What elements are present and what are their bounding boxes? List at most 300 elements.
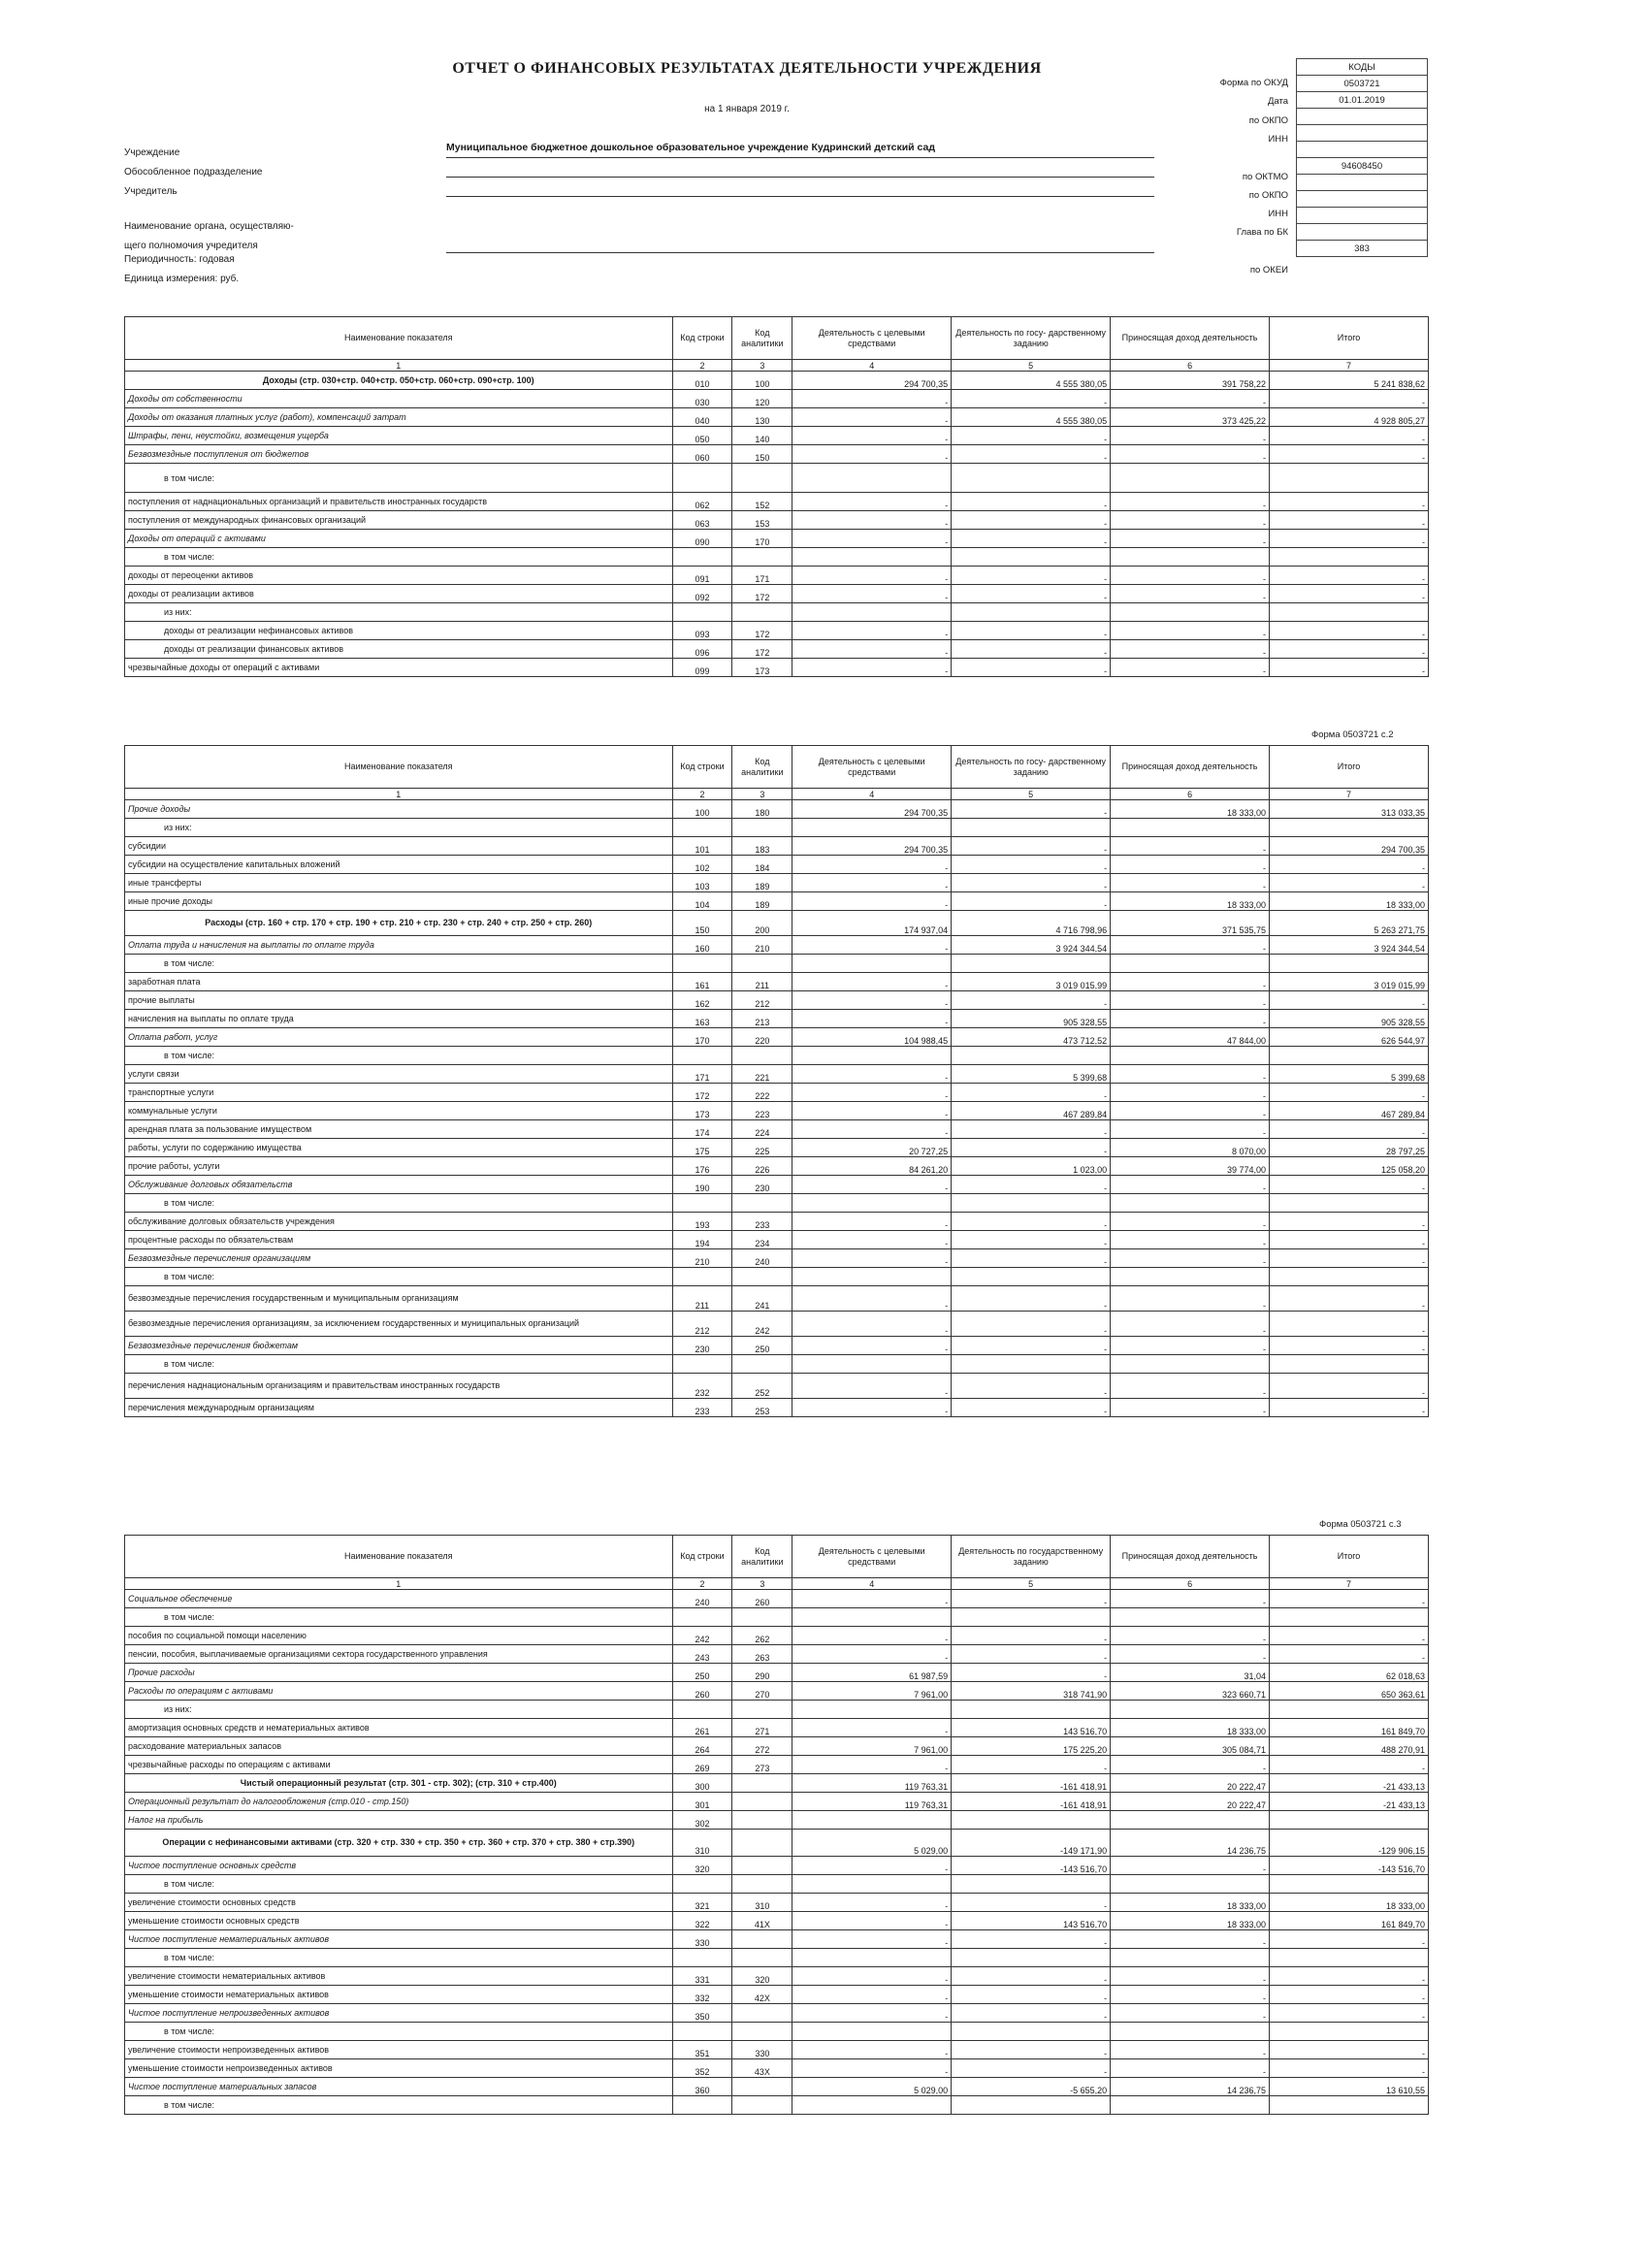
row-analytics-code: 234 <box>732 1231 792 1249</box>
value-targeted: - <box>792 1986 952 2004</box>
table-row <box>125 1176 1429 1194</box>
value-income: - <box>1111 1102 1270 1120</box>
value-state-task: - <box>952 2004 1111 2023</box>
row-name: в том числе: <box>125 1608 673 1627</box>
column-number: 4 <box>792 360 952 372</box>
row-analytics-code: 290 <box>732 1664 792 1682</box>
row-code: 101 <box>672 837 732 856</box>
value-total <box>1270 1701 1429 1719</box>
row-code <box>672 1268 732 1286</box>
row-code: 332 <box>672 1986 732 2004</box>
value-total: - <box>1270 640 1429 659</box>
value-state-task: 467 289,84 <box>952 1102 1111 1120</box>
row-analytics-code <box>732 1268 792 1286</box>
value-total: 3 924 344,54 <box>1270 936 1429 955</box>
row-name: Доходы (стр. 030+стр. 040+стр. 050+стр. 060+стр. 090+стр. 100) <box>125 372 673 390</box>
value-state-task: -149 171,90 <box>952 1830 1111 1857</box>
value-total: - <box>1270 2041 1429 2059</box>
row-code: 230 <box>672 1337 732 1355</box>
value-targeted: - <box>792 1399 952 1417</box>
row-analytics-code: 273 <box>732 1756 792 1774</box>
table-row <box>125 603 1429 622</box>
row-code: 103 <box>672 874 732 892</box>
column-income-header: Приносящая доход деятельность <box>1111 317 1270 360</box>
row-analytics-code: 184 <box>732 856 792 874</box>
value-targeted: - <box>792 427 952 445</box>
value-state-task: - <box>952 1986 1111 2004</box>
value-income: - <box>1111 1249 1270 1268</box>
value-income: - <box>1111 1231 1270 1249</box>
row-code: 099 <box>672 659 732 677</box>
table-row <box>125 2059 1429 2078</box>
value-state-task: -161 418,91 <box>952 1774 1111 1793</box>
value-targeted: - <box>792 1084 952 1102</box>
row-code: 322 <box>672 1912 732 1930</box>
value-total: 4 928 805,27 <box>1270 408 1429 427</box>
value-targeted: 294 700,35 <box>792 800 952 819</box>
value-total: - <box>1270 1249 1429 1268</box>
value-total <box>1270 819 1429 837</box>
row-name: в том числе: <box>125 464 673 493</box>
row-analytics-code: 223 <box>732 1102 792 1120</box>
column-total-header: Итого <box>1270 746 1429 789</box>
row-name: Чистое поступление материальных запасов <box>125 2078 673 2096</box>
row-name: начисления на выплаты по оплате труда <box>125 1010 673 1028</box>
row-code: 190 <box>672 1176 732 1194</box>
value-total: - <box>1270 874 1429 892</box>
row-name: заработная плата <box>125 973 673 991</box>
row-name: Чистое поступление непроизведенных активов <box>125 2004 673 2023</box>
value-income <box>1111 2096 1270 2115</box>
value-state-task: 905 328,55 <box>952 1010 1111 1028</box>
label-unit: Единица измерения: руб. <box>124 274 240 284</box>
row-code: 193 <box>672 1213 732 1231</box>
row-name: в том числе: <box>125 1875 673 1894</box>
table-row <box>125 1608 1429 1627</box>
row-name: прочие выплаты <box>125 991 673 1010</box>
row-name: доходы от реализации нефинансовых активов <box>125 622 673 640</box>
table-row <box>125 1120 1429 1139</box>
value-targeted <box>792 1268 952 1286</box>
value-total: - <box>1270 2059 1429 2078</box>
row-code: 163 <box>672 1010 732 1028</box>
value-state-task <box>952 603 1111 622</box>
value-targeted: - <box>792 936 952 955</box>
value-income <box>1111 819 1270 837</box>
codes-table <box>1296 58 1428 257</box>
value-targeted: - <box>792 1719 952 1737</box>
row-code <box>672 2023 732 2041</box>
value-targeted: - <box>792 991 952 1010</box>
value-income <box>1111 1875 1270 1894</box>
value-income <box>1111 603 1270 622</box>
table-row <box>125 1213 1429 1231</box>
value-total: - <box>1270 445 1429 464</box>
value-income <box>1111 1194 1270 1213</box>
value-targeted: 7 961,00 <box>792 1737 952 1756</box>
value-total: - <box>1270 1967 1429 1986</box>
value-state-task: - <box>952 856 1111 874</box>
value-total: - <box>1270 493 1429 511</box>
value-total: - <box>1270 1120 1429 1139</box>
row-analytics-code <box>732 2004 792 2023</box>
row-code: 269 <box>672 1756 732 1774</box>
row-analytics-code: 226 <box>732 1157 792 1176</box>
row-name: поступления от международных финансовых организаций <box>125 511 673 530</box>
value-targeted <box>792 1701 952 1719</box>
row-code: 175 <box>672 1139 732 1157</box>
value-income: - <box>1111 1930 1270 1949</box>
table-row <box>125 892 1429 911</box>
value-state-task: - <box>952 493 1111 511</box>
column-number: 4 <box>792 1578 952 1590</box>
row-name: Налог на прибыль <box>125 1811 673 1830</box>
value-income: - <box>1111 856 1270 874</box>
table-row <box>125 1102 1429 1120</box>
row-name: увеличение стоимости основных средств <box>125 1894 673 1912</box>
value-total: 62 018,63 <box>1270 1664 1429 1682</box>
value-targeted: - <box>792 1756 952 1774</box>
table-row <box>125 1774 1429 1793</box>
value-state-task: - <box>952 1399 1111 1417</box>
row-name: доходы от реализации активов <box>125 585 673 603</box>
value-targeted <box>792 1949 952 1967</box>
table-row <box>125 622 1429 640</box>
table-row <box>125 955 1429 973</box>
value-income: - <box>1111 1967 1270 1986</box>
value-income <box>1111 548 1270 567</box>
value-targeted: - <box>792 1010 952 1028</box>
row-analytics-code: 172 <box>732 640 792 659</box>
value-state-task: -161 418,91 <box>952 1793 1111 1811</box>
column-number: 5 <box>952 789 1111 800</box>
row-analytics-code: 213 <box>732 1010 792 1028</box>
row-analytics-code: 253 <box>732 1399 792 1417</box>
column-code-header: Код строки <box>672 746 732 789</box>
value-state-task: - <box>952 874 1111 892</box>
institution-name: Муниципальное бюджетное дошкольное образовательное учреждение Кудринский детский сад <box>446 142 1154 158</box>
operations-table <box>124 1535 1429 2115</box>
value-income: - <box>1111 1756 1270 1774</box>
column-name-header: Наименование показателя <box>125 317 673 360</box>
value-state-task: 4 716 798,96 <box>952 911 1111 936</box>
table-row <box>125 1737 1429 1756</box>
value-income: - <box>1111 493 1270 511</box>
row-code: 171 <box>672 1065 732 1084</box>
row-analytics-code <box>732 1830 792 1857</box>
row-name: Обслуживание долговых обязательств <box>125 1176 673 1194</box>
table-row <box>125 1830 1429 1857</box>
row-name: безвозмездные перечисления организациям, за исключением государственных и муниципальных организаций <box>125 1312 673 1337</box>
row-name: Операционный результат до налогообложения (стр.010 - стр.150) <box>125 1793 673 1811</box>
report-date: на 1 января 2019 г. <box>704 104 790 114</box>
value-state-task <box>952 1949 1111 1967</box>
value-total: 161 849,70 <box>1270 1912 1429 1930</box>
value-total: 488 270,91 <box>1270 1737 1429 1756</box>
code-value: 0503721 <box>1297 76 1428 92</box>
value-income: - <box>1111 1286 1270 1312</box>
label-founder: Учредитель <box>124 186 178 197</box>
row-code: 331 <box>672 1967 732 1986</box>
column-number: 3 <box>732 360 792 372</box>
code-label: по ОКПО <box>1248 189 1288 201</box>
row-code: 173 <box>672 1102 732 1120</box>
value-targeted: - <box>792 2004 952 2023</box>
row-code <box>672 548 732 567</box>
codes-header: КОДЫ <box>1297 59 1428 76</box>
division-line <box>446 161 1154 178</box>
table-row <box>125 936 1429 955</box>
value-state-task <box>952 955 1111 973</box>
row-analytics-code: 189 <box>732 874 792 892</box>
row-analytics-code: 252 <box>732 1374 792 1399</box>
column-analytics-header: Код аналитики <box>732 746 792 789</box>
row-analytics-code: 260 <box>732 1590 792 1608</box>
value-targeted: 294 700,35 <box>792 837 952 856</box>
value-targeted: 84 261,20 <box>792 1157 952 1176</box>
row-analytics-code <box>732 1793 792 1811</box>
value-targeted: 7 961,00 <box>792 1682 952 1701</box>
value-state-task <box>952 1194 1111 1213</box>
value-income: - <box>1111 585 1270 603</box>
value-total <box>1270 548 1429 567</box>
table-row <box>125 1374 1429 1399</box>
table-row <box>125 1967 1429 1986</box>
value-income: 391 758,22 <box>1111 372 1270 390</box>
value-targeted: - <box>792 2059 952 2078</box>
value-state-task: - <box>952 1139 1111 1157</box>
row-name: Социальное обеспечение <box>125 1590 673 1608</box>
value-targeted: - <box>792 585 952 603</box>
value-targeted: 119 763,31 <box>792 1793 952 1811</box>
row-name: амортизация основных средств и нематериальных активов <box>125 1719 673 1737</box>
row-code: 264 <box>672 1737 732 1756</box>
row-name: пенсии, пособия, выплачиваемые организациями сектора государственного управления <box>125 1645 673 1664</box>
value-targeted: - <box>792 659 952 677</box>
value-total: 28 797,25 <box>1270 1139 1429 1157</box>
value-targeted: - <box>792 1176 952 1194</box>
table-row <box>125 1268 1429 1286</box>
row-analytics-code: 210 <box>732 936 792 955</box>
row-code: 174 <box>672 1120 732 1139</box>
label-authority-1: Наименование органа, осуществляю- <box>124 221 294 232</box>
value-total: - <box>1270 1986 1429 2004</box>
value-income: - <box>1111 991 1270 1010</box>
row-name: Чистое поступление нематериальных активов <box>125 1930 673 1949</box>
row-analytics-code <box>732 1857 792 1875</box>
value-targeted: 174 937,04 <box>792 911 952 936</box>
row-name: Оплата труда и начисления на выплаты по оплате труда <box>125 936 673 955</box>
row-code: 210 <box>672 1249 732 1268</box>
value-state-task: - <box>952 991 1111 1010</box>
value-targeted <box>792 464 952 493</box>
table-row <box>125 2023 1429 2041</box>
table-row <box>125 511 1429 530</box>
value-income: 18 333,00 <box>1111 800 1270 819</box>
value-total: 5 263 271,75 <box>1270 911 1429 936</box>
row-code: 063 <box>672 511 732 530</box>
table-row <box>125 874 1429 892</box>
row-name: Операции с нефинансовыми активами (стр. 320 + стр. 330 + стр. 350 + стр. 360 + стр. 370 + стр. 380 + стр.390) <box>125 1830 673 1857</box>
value-income <box>1111 1355 1270 1374</box>
column-code-header: Код строки <box>672 1536 732 1578</box>
table-row <box>125 427 1429 445</box>
table-row <box>125 1337 1429 1355</box>
table-row <box>125 1719 1429 1737</box>
row-code: 170 <box>672 1028 732 1047</box>
column-income-header: Приносящая доход деятельность <box>1111 746 1270 789</box>
table-row <box>125 1811 1429 1830</box>
row-name: увеличение стоимости нематериальных активов <box>125 1967 673 1986</box>
row-code: 096 <box>672 640 732 659</box>
row-name: в том числе: <box>125 2096 673 2115</box>
value-income: - <box>1111 1120 1270 1139</box>
value-state-task: - <box>952 1894 1111 1912</box>
row-code: 261 <box>672 1719 732 1737</box>
value-income: - <box>1111 973 1270 991</box>
row-name: процентные расходы по обязательствам <box>125 1231 673 1249</box>
row-name: Штрафы, пени, неустойки, возмещения ущерба <box>125 427 673 445</box>
value-state-task: - <box>952 1176 1111 1194</box>
code-label: Дата <box>1267 96 1288 108</box>
table-row <box>125 1590 1429 1608</box>
row-name: из них: <box>125 603 673 622</box>
value-total: 5 241 838,62 <box>1270 372 1429 390</box>
row-name: Доходы от оказания платных услуг (работ), компенсаций затрат <box>125 408 673 427</box>
row-code: 351 <box>672 2041 732 2059</box>
row-analytics-code <box>732 1608 792 1627</box>
row-analytics-code: 320 <box>732 1967 792 1986</box>
value-targeted: - <box>792 856 952 874</box>
value-state-task: - <box>952 892 1111 911</box>
row-analytics-code <box>732 1774 792 1793</box>
row-code: 100 <box>672 800 732 819</box>
code-value: 94608450 <box>1297 158 1428 175</box>
value-targeted: - <box>792 445 952 464</box>
value-state-task: - <box>952 659 1111 677</box>
row-code: 300 <box>672 1774 732 1793</box>
value-state-task <box>952 464 1111 493</box>
column-name-header: Наименование показателя <box>125 1536 673 1578</box>
value-income: - <box>1111 1312 1270 1337</box>
value-total: 18 333,00 <box>1270 892 1429 911</box>
value-targeted: - <box>792 640 952 659</box>
value-targeted: 104 988,45 <box>792 1028 952 1047</box>
row-name: Чистый операционный результат (стр. 301 - стр. 302); (стр. 310 + стр.400) <box>125 1774 673 1793</box>
authority-line <box>446 237 1154 253</box>
value-targeted: 5 029,00 <box>792 1830 952 1857</box>
table-row <box>125 1645 1429 1664</box>
value-state-task: -143 516,70 <box>952 1857 1111 1875</box>
table-row <box>125 800 1429 819</box>
value-income: - <box>1111 1065 1270 1084</box>
value-income: 18 333,00 <box>1111 892 1270 911</box>
value-total: 125 058,20 <box>1270 1157 1429 1176</box>
row-name: арендная плата за пользование имуществом <box>125 1120 673 1139</box>
table-row <box>125 2041 1429 2059</box>
value-targeted: - <box>792 1312 952 1337</box>
value-income: - <box>1111 2004 1270 2023</box>
value-targeted: - <box>792 567 952 585</box>
value-total: 5 399,68 <box>1270 1065 1429 1084</box>
row-analytics-code <box>732 464 792 493</box>
row-analytics-code <box>732 1949 792 1967</box>
value-state-task <box>952 1268 1111 1286</box>
column-state-task-header: Деятельность по госу- дарственному заданию <box>952 746 1111 789</box>
row-name: Расходы по операциям с активами <box>125 1682 673 1701</box>
row-analytics-code <box>732 2096 792 2115</box>
value-state-task: - <box>952 1627 1111 1645</box>
column-number: 7 <box>1270 1578 1429 1590</box>
table-row <box>125 856 1429 874</box>
value-state-task: - <box>952 1249 1111 1268</box>
value-targeted: - <box>792 1102 952 1120</box>
row-analytics-code <box>732 2023 792 2041</box>
column-number: 1 <box>125 360 673 372</box>
value-targeted: - <box>792 530 952 548</box>
value-state-task: - <box>952 800 1111 819</box>
row-analytics-code <box>732 1875 792 1894</box>
row-name: доходы от переоценки активов <box>125 567 673 585</box>
table-row <box>125 1047 1429 1065</box>
row-name: Прочие расходы <box>125 1664 673 1682</box>
value-income: - <box>1111 1986 1270 2004</box>
code-value <box>1297 224 1428 241</box>
row-name: доходы от реализации финансовых активов <box>125 640 673 659</box>
row-code: 242 <box>672 1627 732 1645</box>
value-targeted <box>792 603 952 622</box>
value-targeted: - <box>792 1645 952 1664</box>
value-state-task: - <box>952 1664 1111 1682</box>
row-name: иные трансферты <box>125 874 673 892</box>
table-row <box>125 1399 1429 1417</box>
row-analytics-code: 241 <box>732 1286 792 1312</box>
value-state-task <box>952 1701 1111 1719</box>
row-analytics-code: 170 <box>732 530 792 548</box>
value-state-task: - <box>952 640 1111 659</box>
column-number: 2 <box>672 1578 732 1590</box>
value-targeted: 5 029,00 <box>792 2078 952 2096</box>
row-code: 062 <box>672 493 732 511</box>
row-code: 320 <box>672 1857 732 1875</box>
table-row <box>125 1793 1429 1811</box>
value-state-task: - <box>952 1590 1111 1608</box>
value-income: 39 774,00 <box>1111 1157 1270 1176</box>
row-code <box>672 1949 732 1967</box>
row-code: 010 <box>672 372 732 390</box>
value-income: 323 660,71 <box>1111 1682 1270 1701</box>
value-income: 47 844,00 <box>1111 1028 1270 1047</box>
column-total-header: Итого <box>1270 1536 1429 1578</box>
row-code: 150 <box>672 911 732 936</box>
table-row <box>125 1010 1429 1028</box>
row-code <box>672 1355 732 1374</box>
value-targeted: - <box>792 1627 952 1645</box>
value-total: - <box>1270 1312 1429 1337</box>
row-name: коммунальные услуги <box>125 1102 673 1120</box>
label-division: Обособленное подразделение <box>124 167 263 178</box>
table-row <box>125 1028 1429 1047</box>
value-income: 31,04 <box>1111 1664 1270 1682</box>
row-code: 161 <box>672 973 732 991</box>
value-income: - <box>1111 427 1270 445</box>
value-total: - <box>1270 856 1429 874</box>
table-row <box>125 911 1429 936</box>
row-name: Чистое поступление основных средств <box>125 1857 673 1875</box>
label-periodicity: Периодичность: годовая <box>124 254 235 265</box>
value-income: 20 222,47 <box>1111 1774 1270 1793</box>
value-total: - <box>1270 1084 1429 1102</box>
